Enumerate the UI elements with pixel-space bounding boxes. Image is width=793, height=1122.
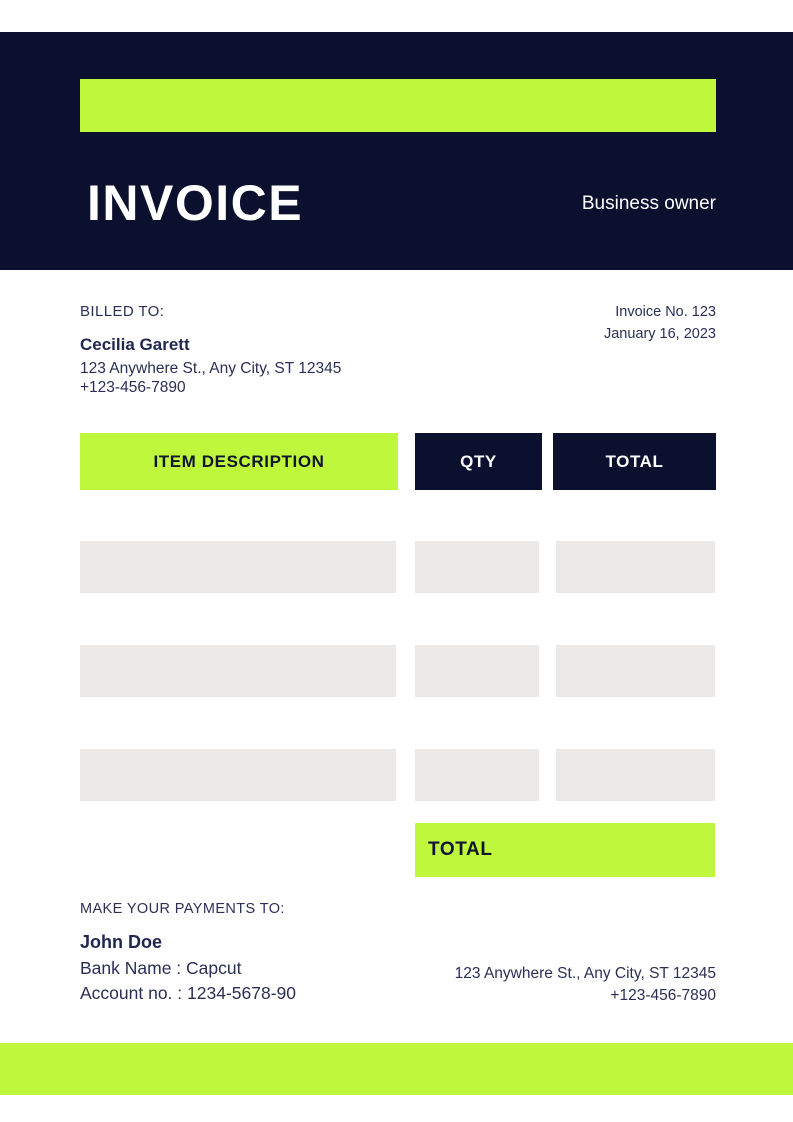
table-row-1-description-cell [80, 541, 396, 593]
table-row-1-total-cell [556, 541, 715, 593]
table-row-3-qty-cell [415, 749, 539, 801]
payee-name: John Doe [80, 932, 163, 952]
sender-phone: +123-456-7890 [610, 987, 716, 1004]
billed-to-name: Cecilia Garett [80, 335, 190, 354]
business-owner-label: Business owner [581, 193, 716, 214]
billed-to-phone: +123-456-7890 [80, 379, 186, 396]
header-band [0, 32, 793, 270]
billed-to-address: 123 Anywhere St., Any City, ST 12345 [80, 360, 342, 377]
table-header-total: TOTAL [553, 433, 716, 490]
table-row-2-total-cell [556, 645, 715, 697]
table-row-3-description-cell [80, 749, 396, 801]
table-row-3-total-cell [556, 749, 715, 801]
table-row-2-description-cell [80, 645, 396, 697]
billed-to-label: BILLED TO: [80, 303, 165, 320]
grand-total-label: TOTAL [428, 839, 493, 860]
grand-total-bar [415, 823, 715, 877]
header-accent-bar [80, 79, 716, 132]
table-row-1-qty-cell [415, 541, 539, 593]
invoice-title: INVOICE [87, 175, 304, 231]
footer-accent-bar [0, 1043, 793, 1095]
table-header-qty: QTY [415, 433, 542, 490]
bank-name: Bank Name : Capcut [80, 958, 242, 978]
table-row-2-qty-cell [415, 645, 539, 697]
table-header-item-description: ITEM DESCRIPTION [80, 433, 398, 490]
invoice-date: January 16, 2023 [603, 326, 716, 342]
invoice-number: Invoice No. 123 [615, 304, 716, 320]
payments-to-label: MAKE YOUR PAYMENTS TO: [80, 901, 285, 917]
account-number: Account no. : 1234-5678-90 [80, 983, 296, 1003]
sender-address: 123 Anywhere St., Any City, ST 12345 [454, 965, 716, 982]
